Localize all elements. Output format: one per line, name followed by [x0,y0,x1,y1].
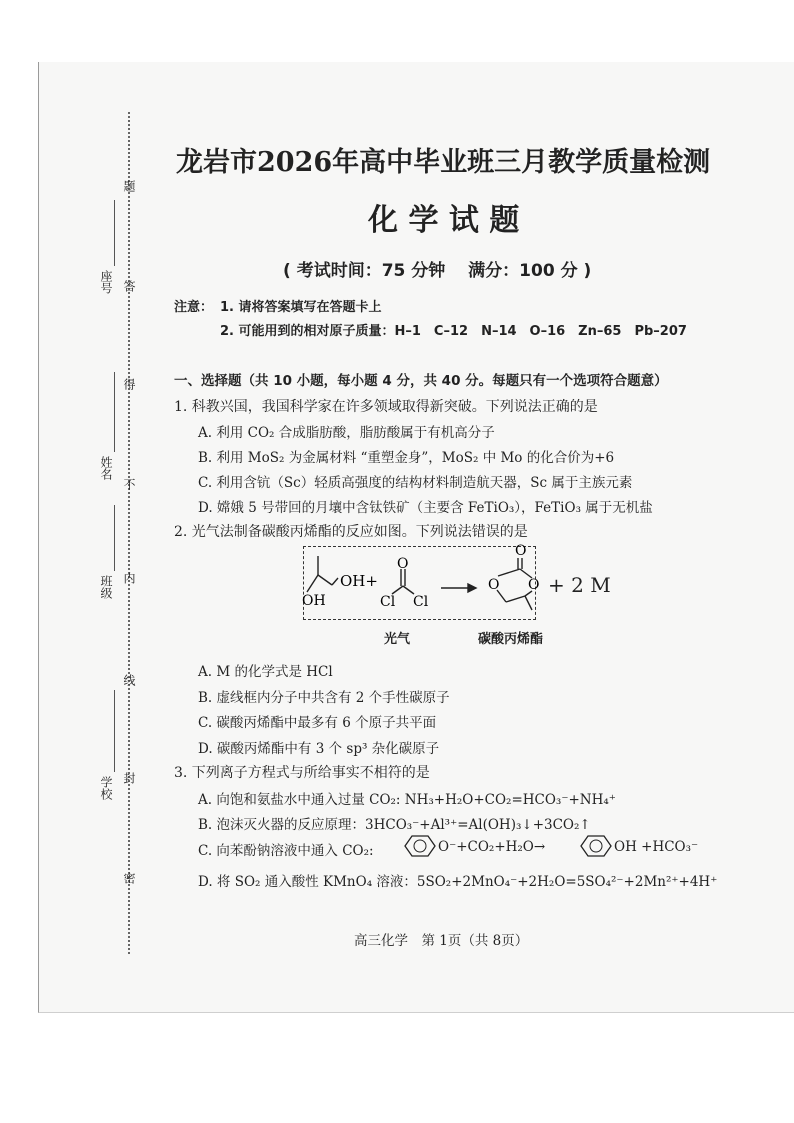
question-1-option-c: C. 利用含钪（Sc）轻质高强度的结构材料制造航天器，Sc 属于主族元素 [198,475,633,491]
seal-char: 题 [122,180,136,192]
question-3-option-d: D. 将 SO₂ 通入酸性 KMnO₄ 溶液：5SO₂+2MnO₄⁻+2H₂O=5SO₄²⁻+2Mn²⁺+4H⁺ [198,874,718,890]
subject-title: 化 学 试 题 [368,203,520,238]
propylene-carbonate-structure [497,558,532,610]
oh-bottom-text: OH [302,593,326,609]
cl-left-text: Cl [380,594,396,610]
question-3-option-b: B. 泡沫灭火器的反应原理：3HCO₃⁻+Al³⁺=Al(OH)₃↓+3CO₂↑ [198,817,591,833]
question-3-option-c-prefix: C. 向苯酚钠溶液中通入 CO₂: [198,843,374,859]
phosgene-structure [392,569,414,594]
ring-o-right-text: O [528,577,540,593]
product-label: 碳酸丙烯酯 [478,632,544,647]
oh-plus-text: OH+ [340,572,378,590]
seat-number-label: 座号 [99,270,113,294]
propylene-glycol-structure [307,556,338,592]
school-blank [114,690,115,772]
question-2-option-b: B. 虚线框内分子中共含有 2 个手性碳原子 [198,690,450,706]
seal-char: 密 [122,872,136,884]
note-item: 2. 可能用到的相对原子质量：H–1 C–12 N–14 O–16 Zn–65 Pb–207 [220,324,687,339]
question-2-option-c: C. 碳酸丙烯酯中最多有 6 个原子共平面 [198,715,437,731]
reaction-scheme [300,538,550,622]
seal-dotted-line [128,112,130,954]
question-1-stem: 1. 科教兴国，我国科学家在许多领域取得新突破。下列说法正确的是 [174,399,598,415]
class-blank [114,505,115,571]
question-3-option-c-middle: O⁻+CO₂+H₂O→ [438,839,546,855]
seal-char: 答 [122,280,136,292]
question-1-option-d: D. 嫦娥 5 号带回的月壤中含钛铁矿（主要含 FeTiO₃），FeTiO₃ 属于无机盐 [198,500,653,516]
exam-title: 龙岩市2026年高中毕业班三月教学质量检测 [176,147,711,178]
question-3-stem: 3. 下列离子方程式与所给事实不相符的是 [174,765,430,781]
cl-right-text: Cl [413,594,429,610]
page-footer: 高三化学 第 1页（共 8页） [354,933,529,949]
seal-char: 内 [122,572,136,584]
seal-char: 不 [122,478,136,490]
benzene-ring-icon [580,834,612,858]
seat-number-blank [114,200,115,266]
notes-label: 注意： [174,300,214,315]
school-label: 学校 [99,776,113,800]
carbonyl-o-text: O [397,556,409,572]
ring-o-top-text: O [515,543,527,559]
byproduct-text: + 2 M [548,573,611,597]
question-1-option-a: A. 利用 CO₂ 合成脂肪酸，脂肪酸属于有机高分子 [198,425,495,441]
question-3-option-a: A. 向饱和氨盐水中通入过量 CO₂: NH₃+H₂O+CO₂=HCO₃⁻+NH₄⁺ [198,792,616,808]
name-blank [114,372,115,452]
question-3-option-c-suffix: OH +HCO₃⁻ [614,839,699,855]
seal-char: 封 [122,772,136,784]
note-item: 1. 请将答案填写在答题卡上 [220,300,382,315]
seal-char: 线 [122,674,136,686]
question-2-stem: 2. 光气法制备碳酸丙烯酯的反应如图。下列说法错误的是 [174,524,528,540]
question-2-option-a: A. M 的化学式是 HCl [198,664,333,680]
question-1-option-b: B. 利用 MoS₂ 为金属材料 “重塑金身”，MoS₂ 中 Mo 的化合价为+6 [198,450,615,466]
section-heading: 一、选择题（共 10 小题，每小题 4 分，共 40 分。每题只有一个选项符合题意） [174,373,668,389]
question-2-option-d: D. 碳酸丙烯酯中有 3 个 sp³ 杂化碳原子 [198,741,440,757]
ring-o-left-text: O [488,577,500,593]
class-label: 班级 [99,575,113,599]
time-info: ( 考试时间：75 分钟 满分：100 分 ) [283,261,592,281]
seal-char: 得 [122,378,136,390]
phosgene-label: 光气 [384,632,411,647]
reaction-arrow [441,584,476,592]
name-label: 姓名 [99,456,113,480]
benzene-ring-icon [404,834,436,858]
